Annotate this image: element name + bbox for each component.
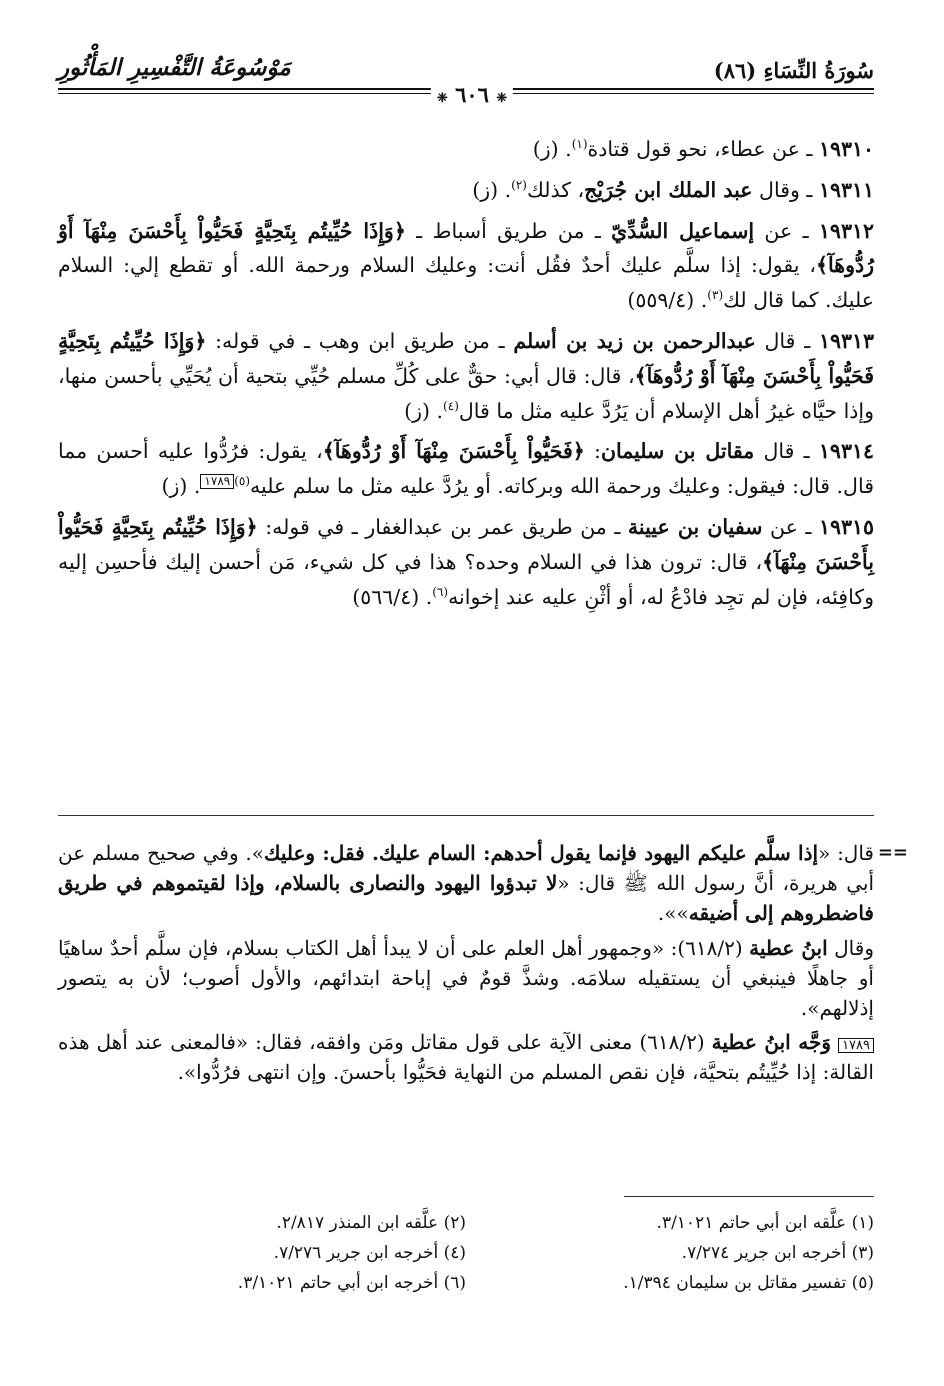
footnote-ref: (٤) <box>443 398 459 413</box>
note-paragraph <box>58 838 874 929</box>
entry-source: . (٥٥٩/٤) <box>627 288 708 313</box>
note-paragraph <box>58 933 874 1024</box>
continuation-mark: == <box>877 842 908 863</box>
footnote-rule <box>624 1196 874 1197</box>
entry-source: . (٥٦٦/٤) <box>352 584 433 609</box>
entry-number: ١٩٣١٢ <box>818 218 874 243</box>
footnote: (٤) أخرجه ابن جرير ٧/٢٧٦. <box>273 1243 466 1263</box>
hadith-entry <box>58 324 874 428</box>
footnote: (٣) أخرجه ابن جرير ٧/٢٧٤. <box>681 1243 874 1263</box>
entry-source: . (ز) <box>161 474 201 499</box>
entry-number: ١٩٣١٠ <box>818 137 874 161</box>
narrator-name: عبد الملك ابن جُرَيْج <box>584 177 753 202</box>
entry-text: ـ عن <box>762 514 819 539</box>
entry-text: ـ من طريق ابن وهب ـ في قوله: <box>206 328 514 353</box>
main-text <box>58 132 874 620</box>
footnote-row <box>58 1208 874 1238</box>
quran-verse: ﴿وَإِذَا حُيِّيتُم بِتَحِيَّةٍ فَحَيُّواْ بِأَحْسَنَ مِنْهَآ أَوْ رُدُّوهَآ﴾ <box>58 218 874 278</box>
entry-number: ١٩٣١١ <box>818 177 874 202</box>
scholar-name: وَجَّه ابنُ عطية <box>711 1030 832 1055</box>
footnote-ref: (٦) <box>432 584 449 599</box>
hadith-quote: إذا سلَّم عليكم اليهود فإنما يقول أحدهم: السام عليك. فقل: وعليك <box>263 841 819 865</box>
quran-verse: ﴿فَحَيُّواْ بِأَحْسَنَ مِنْهَآ أَوْ رُدُّوهَآ﴾ <box>322 439 585 464</box>
work-title: مَوْسُوعَةُ التَّفْسِيرِ المَأْثُورِ <box>58 54 291 81</box>
footnote: (٦) أخرجه ابن أبي حاتم ٣/١٠٢١. <box>237 1273 466 1293</box>
surah-title: سُورَةُ النِّسَاءِ (٨٦) <box>713 58 874 83</box>
hadith-quote: لا تبدؤوا اليهود والنصارى بالسلام، وإذا لقيتموهم في طريق فاضطروهم إلى أضيقه <box>58 871 874 926</box>
note-text: قال: « <box>818 841 874 865</box>
narrator-name: سفيان بن عيينة <box>627 514 763 539</box>
entry-text: ـ من طريق عمر بن عبدالغفار ـ في قوله: <box>257 514 628 539</box>
entry-text: ـ قال <box>754 439 819 464</box>
note-text: »». <box>657 901 689 926</box>
note-text: (٦١٨/٢): «وجمهور أهل العلم على أن لا يبدأ أهل الكتاب بسلام، فإن سلَّم أحدٌ ساهيًا أو جاهلًا فينبغي أن يستقيله سلامَه. وشذَّ قومٌ في إباحة ابتدائهم، والأول أصوب؛ لأن به يتصور إذلالهم». <box>58 935 874 1021</box>
footnote-ref: (٣) <box>707 288 724 303</box>
narrator-name: إسماعيل السُّدِّيّ <box>611 218 755 243</box>
page-number-block <box>431 82 513 107</box>
note-text: ». وفي صحيح مسلم عن أبي هريرة، أنَّ رسول الله ﷺ قال: « <box>58 841 875 896</box>
footnote-row <box>58 1238 874 1268</box>
entry-number: ١٩٣١٣ <box>818 328 875 353</box>
hadith-entry <box>58 173 874 208</box>
commentary-notes <box>58 838 908 1092</box>
narrator-name: مقاتل بن سليمان <box>600 439 755 464</box>
entry-text: ـ من طريق أسباط ـ <box>405 218 612 243</box>
entry-source: . (ز) <box>404 398 444 423</box>
entry-source: . (ز) <box>472 177 512 202</box>
commentary-ref-box: ١٧٨٩ <box>200 474 234 489</box>
commentary-ref-box: ١٧٨٩ <box>838 1038 874 1053</box>
entry-text: ، يقول: إذا سلَّم عليك أحدٌ فقُل أنت: وعليك السلام ورحمة الله. أو تقطع إلي: السلام عليك. كما قال لك <box>58 253 874 313</box>
scholar-name: ابنُ عطية <box>749 935 828 960</box>
note-text: وقال <box>827 935 874 960</box>
ornament-icon: ❈ <box>496 91 508 106</box>
entry-text: ـ عن عطاء، نحو قول قتادة <box>587 137 819 161</box>
note-text: (٦١٨/٢) معنى الآية على قول مقاتل ومَن وافقه، فقال: «فالمعنى عند أهل هذه القالة: إذا حُيِّيتُم بتحيَّة، فإن نقص المسلم من النهاية فحَيُّوا بأحسنَ. وإن انتهى فرُدُّوا». <box>58 1030 874 1085</box>
footnote-ref: (١) <box>571 137 588 152</box>
entry-text: ، يقول: فرُدُّوا عليه أحسن مما قال. قال: فيقول: وعليك ورحمة الله وبركاته. أو يرُدَّ عليه مثل ما سلم عليه <box>58 439 874 499</box>
entry-number: ١٩٣١٤ <box>818 439 874 464</box>
entry-text: ، قال: ترون هذا في السلام وحده؟ هذا في كل شيء، مَن أحسن إليك فأحسِن إليه وكافِئه، فإن لم تجِد فادْعُ له، أو أثْنِ عليه عند إخوانه <box>58 549 874 609</box>
quran-verse: ﴿وَإِذَا حُيِّيتُم بِتَحِيَّةٍ فَحَيُّواْ بِأَحْسَنَ مِنْهَآ﴾ <box>58 514 874 574</box>
entry-text: ـ قال <box>755 328 819 353</box>
hadith-entry <box>58 434 874 504</box>
footnote-ref: (٥) <box>234 474 251 489</box>
hadith-entry <box>58 510 874 614</box>
entry-source: . (ز) <box>532 137 572 161</box>
hadith-entry <box>58 214 874 318</box>
footnote-row <box>58 1268 874 1298</box>
quran-verse: ﴿وَإِذَا حُيِّيتُم بِتَحِيَّةٍ فَحَيُّواْ بِأَحْسَنَ مِنْهَآ أَوْ رُدُّوهَآ﴾ <box>58 328 874 388</box>
note-text <box>831 1030 838 1054</box>
footnote-ref: (٢) <box>511 177 527 192</box>
page-number: ٦٠٦ <box>455 82 489 107</box>
entry-text: ـ وقال <box>752 177 819 202</box>
footnotes <box>58 1208 874 1298</box>
hadith-entry <box>58 132 874 167</box>
entry-text: ، كذلك <box>526 177 585 202</box>
entry-number: ١٩٣١٥ <box>818 514 874 539</box>
ornament-icon: ❈ <box>436 91 448 106</box>
footnote: (٥) تفسير مقاتل بن سليمان ١/٣٩٤. <box>623 1273 874 1293</box>
footnote: (١) علَّقه ابن أبي حاتم ٣/١٠٢١. <box>656 1213 874 1233</box>
section-divider <box>58 815 874 816</box>
narrator-name: عبدالرحمن بن زيد بن أسلم <box>513 328 756 353</box>
note-paragraph <box>58 1027 874 1087</box>
entry-text: : <box>584 439 601 464</box>
entry-text: ـ عن <box>754 218 819 243</box>
footnote: (٢) علَّقه ابن المنذر ٢/٨١٧. <box>276 1213 466 1233</box>
entry-text: ، قال: قال أبي: حقٌّ على كُلِّ مسلم حُيِّي بتحية أن يُحَيِّي بأحسن منها، وإذا حيَّاه غيرُ أهل الإسلام أن يَرُدَّ عليه مثل ما قال <box>58 363 874 423</box>
